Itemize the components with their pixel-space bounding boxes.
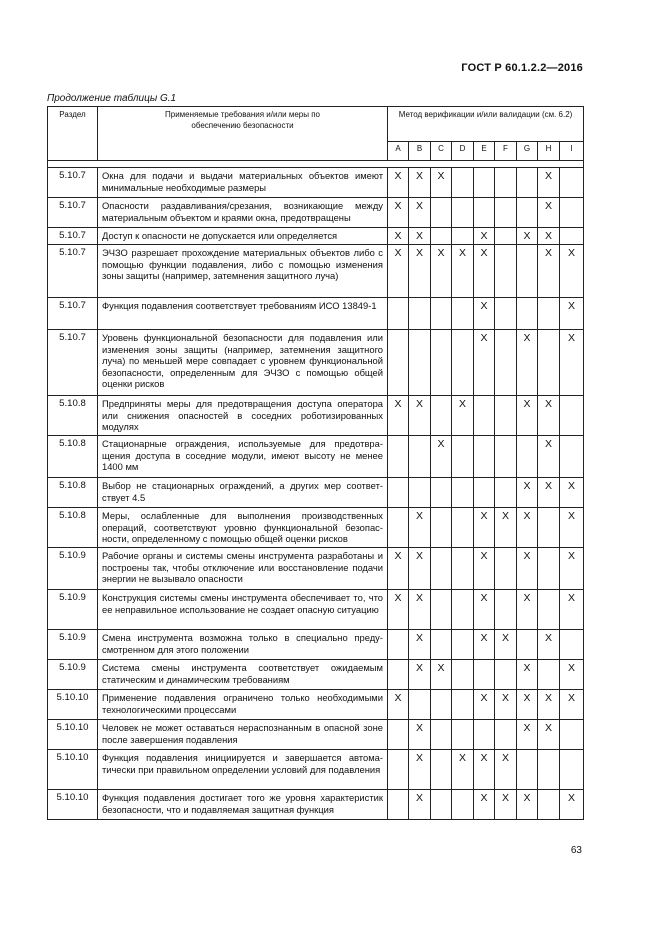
method-mark-g: X (517, 590, 538, 630)
method-mark-f (495, 478, 517, 508)
method-mark-i (560, 436, 584, 478)
method-mark-f (495, 548, 517, 590)
method-mark-i (560, 228, 584, 245)
method-mark-i (560, 750, 584, 790)
table-row (48, 396, 584, 436)
method-mark-f (495, 298, 517, 330)
method-mark-i: X (560, 790, 584, 820)
method-mark-g: X (517, 690, 538, 720)
method-mark-h: X (538, 478, 560, 508)
requirement-cell: Функция подавления инициируется и завершается автоматически при правильном определении условий для подавления (98, 750, 388, 790)
method-mark-d (452, 790, 474, 820)
method-mark-b: X (409, 590, 431, 630)
requirement-cell: Предприняты меры для предотвращения доступа оператора или снижения опасностей в соседних роботизированных модулях (98, 396, 388, 436)
section-cell: 5.10.7 (48, 298, 98, 330)
method-mark-b: X (409, 548, 431, 590)
table-row (48, 168, 584, 198)
requirement-cell: Меры, ослабленные для выполнения производственных операций, соответствуют уровню функциональной безопасности, определенному с помощью общей оценки рисков (98, 508, 388, 548)
method-mark-d (452, 228, 474, 245)
method-mark-g (517, 298, 538, 330)
method-mark-b (409, 330, 431, 396)
requirement-cell: Опасности раздавливания/срезания, возникающие между материальным объектом и краями окна, предотвращены (98, 198, 388, 228)
table-row (48, 590, 584, 630)
method-mark-h: X (538, 168, 560, 198)
method-mark-g (517, 436, 538, 478)
method-mark-e (474, 720, 495, 750)
requirement-cell: Человек не может оставаться нераспознанным в опасной зоне после завершения подавления (98, 720, 388, 750)
method-mark-c: X (431, 245, 452, 298)
method-mark-c (431, 330, 452, 396)
method-mark-g: X (517, 790, 538, 820)
requirements-table (47, 106, 584, 820)
method-mark-a: X (388, 590, 409, 630)
method-mark-f (495, 590, 517, 630)
method-column-d: D (452, 142, 474, 161)
method-mark-g: X (517, 508, 538, 548)
section-cell: 5.10.7 (48, 168, 98, 198)
method-mark-h (538, 750, 560, 790)
page-number: 63 (570, 845, 582, 856)
method-mark-a: X (388, 168, 409, 198)
table-row (48, 790, 584, 820)
table-row (48, 198, 584, 228)
method-mark-e: X (474, 245, 495, 298)
method-mark-e: X (474, 330, 495, 396)
section-cell: 5.10.7 (48, 228, 98, 245)
method-mark-c (431, 690, 452, 720)
section-cell: 5.10.7 (48, 198, 98, 228)
method-mark-h: X (538, 228, 560, 245)
method-mark-e (474, 436, 495, 478)
method-mark-a: X (388, 228, 409, 245)
method-mark-i (560, 198, 584, 228)
method-mark-e: X (474, 690, 495, 720)
method-mark-f (495, 720, 517, 750)
method-mark-c: X (431, 436, 452, 478)
requirement-cell: Функция подавления достигает того же уровня характеристик безопасности, что и подавляемая защитная функция (98, 790, 388, 820)
method-mark-e (474, 660, 495, 690)
method-mark-e (474, 396, 495, 436)
method-mark-f: X (495, 690, 517, 720)
method-mark-f (495, 330, 517, 396)
method-mark-d (452, 330, 474, 396)
method-mark-i (560, 720, 584, 750)
method-mark-e (474, 198, 495, 228)
method-mark-i: X (560, 245, 584, 298)
method-mark-b: X (409, 245, 431, 298)
method-mark-g: X (517, 548, 538, 590)
section-cell: 5.10.10 (48, 690, 98, 720)
method-mark-f: X (495, 790, 517, 820)
method-mark-f (495, 245, 517, 298)
column-header-section: Раздел (48, 107, 98, 161)
table-row (48, 630, 584, 660)
method-mark-h (538, 790, 560, 820)
method-mark-f: X (495, 508, 517, 548)
method-mark-a (388, 720, 409, 750)
method-mark-d: X (452, 245, 474, 298)
method-mark-f (495, 228, 517, 245)
method-mark-i: X (560, 548, 584, 590)
method-mark-b: X (409, 720, 431, 750)
method-mark-f (495, 436, 517, 478)
column-header-requirements (98, 107, 388, 161)
table-row (48, 245, 584, 298)
method-mark-f (495, 168, 517, 198)
method-mark-d (452, 690, 474, 720)
method-mark-f: X (495, 630, 517, 660)
method-mark-b: X (409, 630, 431, 660)
section-cell: 5.10.9 (48, 630, 98, 660)
method-mark-c (431, 548, 452, 590)
method-mark-i: X (560, 330, 584, 396)
section-cell: 5.10.8 (48, 396, 98, 436)
separator-cell (48, 161, 584, 168)
table-row (48, 750, 584, 790)
method-mark-d (452, 660, 474, 690)
column-header-method (388, 107, 584, 142)
method-mark-c (431, 298, 452, 330)
method-mark-i (560, 168, 584, 198)
separator-row (48, 161, 584, 168)
method-mark-c (431, 630, 452, 660)
requirement-cell: Рабочие органы и системы смены инструмента разработаны и построены так, чтобы отключение или восстановление подачи энергии не вызывало опасности (98, 548, 388, 590)
method-mark-f (495, 198, 517, 228)
method-mark-e (474, 478, 495, 508)
method-mark-d (452, 590, 474, 630)
method-mark-i: X (560, 690, 584, 720)
table-row (48, 436, 584, 478)
method-mark-h: X (538, 396, 560, 436)
method-mark-c (431, 750, 452, 790)
method-mark-b (409, 298, 431, 330)
method-mark-h: X (538, 720, 560, 750)
method-mark-b: X (409, 508, 431, 548)
method-mark-i: X (560, 590, 584, 630)
method-mark-e: X (474, 298, 495, 330)
method-mark-h (538, 548, 560, 590)
method-mark-e (474, 168, 495, 198)
method-mark-b: X (409, 198, 431, 228)
requirement-cell: Доступ к опасности не допускается или определяется (98, 228, 388, 245)
method-mark-c (431, 790, 452, 820)
section-cell: 5.10.8 (48, 508, 98, 548)
method-mark-d (452, 298, 474, 330)
method-mark-i (560, 630, 584, 660)
section-cell: 5.10.7 (48, 245, 98, 298)
table-row (48, 478, 584, 508)
method-mark-d (452, 168, 474, 198)
method-mark-i: X (560, 660, 584, 690)
method-mark-h (538, 298, 560, 330)
method-mark-c (431, 228, 452, 245)
method-mark-d: X (452, 396, 474, 436)
section-cell: 5.10.10 (48, 790, 98, 820)
method-mark-i: X (560, 478, 584, 508)
requirement-cell: Окна для подачи и выдачи материальных объектов имеют минимальные необходимые размеры (98, 168, 388, 198)
requirement-cell: Система смены инструмента соответствует ожидаемым статическим и динамическим требованиям (98, 660, 388, 690)
method-mark-d (452, 198, 474, 228)
section-cell: 5.10.10 (48, 750, 98, 790)
method-mark-e: X (474, 590, 495, 630)
method-mark-i: X (560, 298, 584, 330)
method-mark-d (452, 630, 474, 660)
method-mark-h: X (538, 198, 560, 228)
method-mark-b: X (409, 750, 431, 790)
requirement-cell: Конструкция системы смены инструмента обеспечивает то, что ее неправильное использование не создает опасную ситуацию (98, 590, 388, 630)
section-cell: 5.10.10 (48, 720, 98, 750)
method-mark-d (452, 548, 474, 590)
method-mark-b: X (409, 790, 431, 820)
method-mark-a: X (388, 245, 409, 298)
section-cell: 5.10.9 (48, 548, 98, 590)
method-mark-h (538, 660, 560, 690)
table-row (48, 548, 584, 590)
method-mark-a (388, 508, 409, 548)
table-row (48, 330, 584, 396)
method-mark-g (517, 630, 538, 660)
method-mark-h (538, 590, 560, 630)
method-column-e: E (474, 142, 495, 161)
method-mark-h: X (538, 630, 560, 660)
table-row (48, 228, 584, 245)
method-mark-i (560, 396, 584, 436)
method-mark-g: X (517, 478, 538, 508)
method-mark-e: X (474, 630, 495, 660)
method-mark-b: X (409, 168, 431, 198)
method-mark-g: X (517, 396, 538, 436)
section-cell: 5.10.9 (48, 660, 98, 690)
method-mark-a: X (388, 548, 409, 590)
method-mark-d (452, 508, 474, 548)
method-mark-a (388, 790, 409, 820)
method-mark-a (388, 298, 409, 330)
method-mark-h (538, 330, 560, 396)
method-column-c: C (431, 142, 452, 161)
method-mark-h (538, 508, 560, 548)
table-row (48, 660, 584, 690)
method-mark-d (452, 720, 474, 750)
method-mark-a (388, 330, 409, 396)
table-row (48, 508, 584, 548)
method-mark-c (431, 478, 452, 508)
table-row (48, 720, 584, 750)
method-mark-g (517, 750, 538, 790)
method-mark-a (388, 436, 409, 478)
column-header-requirements-text: Применяемые требования и/или меры по обеспечению безопасности (165, 110, 320, 130)
method-mark-e: X (474, 548, 495, 590)
method-mark-g (517, 168, 538, 198)
section-cell: 5.10.9 (48, 590, 98, 630)
method-mark-g: X (517, 720, 538, 750)
requirement-cell: Функция подавления соответствует требованиям ИСО 13849-1 (98, 298, 388, 330)
table-caption: Продолжение таблицы G.1 (47, 93, 177, 104)
method-mark-h: X (538, 245, 560, 298)
method-column-b: B (409, 142, 431, 161)
method-mark-e: X (474, 228, 495, 245)
method-mark-c (431, 590, 452, 630)
method-mark-e: X (474, 790, 495, 820)
method-mark-c: X (431, 660, 452, 690)
section-cell: 5.10.7 (48, 330, 98, 396)
method-mark-a (388, 750, 409, 790)
method-mark-b: X (409, 228, 431, 245)
method-column-f: F (495, 142, 517, 161)
method-mark-a (388, 660, 409, 690)
column-header-method-text: Метод верификации и/или валидации (см. 6.2) (398, 110, 573, 119)
method-mark-a: X (388, 198, 409, 228)
requirement-cell: ЭЧЗО разрешает прохождение материальных объектов либо с помощью функции подавления, либо с помощью изменения зоны защиты (например, затемнения защитного луча) (98, 245, 388, 298)
method-mark-g (517, 245, 538, 298)
standard-designation: ГОСТ Р 60.1.2.2—2016 (461, 62, 583, 74)
requirement-cell: Уровень функциональной безопасности для подавления или изменения зоны защиты (например, затемнения защитного луча) по меньшей мере совпадает с уровнем функциональной безопасности, определенным для ЭЧЗО с помощью общей оценки рисков (98, 330, 388, 396)
method-mark-e: X (474, 750, 495, 790)
method-column-a: A (388, 142, 409, 161)
method-mark-b: X (409, 660, 431, 690)
method-mark-a (388, 630, 409, 660)
method-mark-f: X (495, 750, 517, 790)
table-body (48, 161, 584, 820)
method-mark-a: X (388, 690, 409, 720)
method-mark-g (517, 198, 538, 228)
method-column-h: H (538, 142, 560, 161)
requirement-cell: Выбор не стационарных ограждений, а других мер соответствует 4.5 (98, 478, 388, 508)
method-mark-a (388, 478, 409, 508)
method-mark-b (409, 690, 431, 720)
requirement-cell: Смена инструмента возможна только в специально предусмотренном для этого положении (98, 630, 388, 660)
method-mark-c (431, 396, 452, 436)
method-column-g: G (517, 142, 538, 161)
table-row (48, 690, 584, 720)
method-mark-g: X (517, 330, 538, 396)
method-mark-i: X (560, 508, 584, 548)
requirement-cell: Применение подавления ограничено только необходимыми технологическими процессами (98, 690, 388, 720)
method-mark-g: X (517, 660, 538, 690)
method-mark-f (495, 396, 517, 436)
requirement-cell: Стационарные ограждения, используемые для предотвращения доступа в соседние модули, имеют высоту не менее 1400 мм (98, 436, 388, 478)
method-column-i: I (560, 142, 584, 161)
method-mark-g: X (517, 228, 538, 245)
method-mark-h: X (538, 690, 560, 720)
method-mark-c (431, 198, 452, 228)
table-row (48, 298, 584, 330)
method-mark-b (409, 478, 431, 508)
method-mark-f (495, 660, 517, 690)
method-mark-b: X (409, 396, 431, 436)
method-mark-c: X (431, 168, 452, 198)
method-mark-a: X (388, 396, 409, 436)
method-mark-d (452, 478, 474, 508)
method-mark-c (431, 720, 452, 750)
method-mark-h: X (538, 436, 560, 478)
section-cell: 5.10.8 (48, 478, 98, 508)
method-mark-b (409, 436, 431, 478)
method-mark-d (452, 436, 474, 478)
method-mark-e: X (474, 508, 495, 548)
method-mark-c (431, 508, 452, 548)
section-cell: 5.10.8 (48, 436, 98, 478)
method-mark-d: X (452, 750, 474, 790)
